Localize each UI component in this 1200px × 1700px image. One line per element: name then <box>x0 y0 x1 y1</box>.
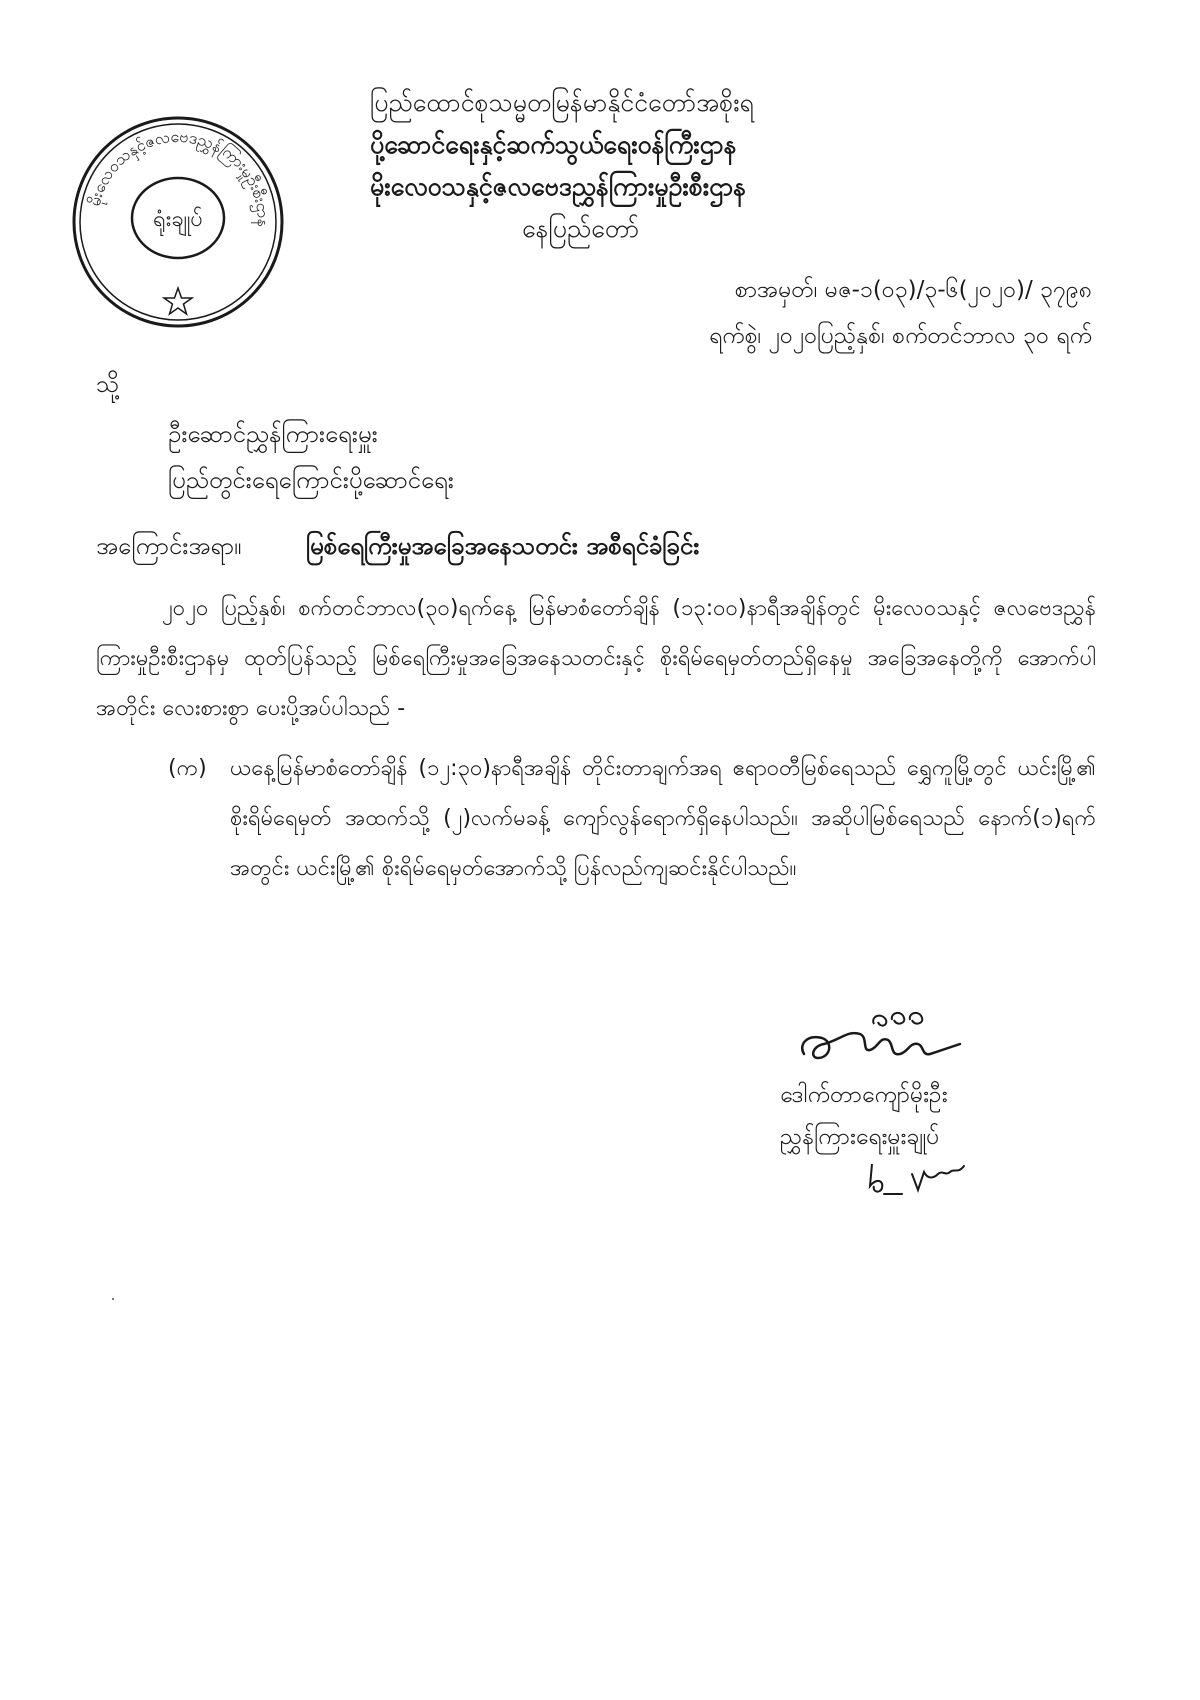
item-marker: (က) <box>168 756 207 781</box>
recipient-title: ဦးဆောင်ညွှန်ကြားရေးမှူး <box>168 420 378 448</box>
signer-title: ညွှန်ကြားရေးမှူးချုပ် <box>780 1124 940 1150</box>
body-paragraph: ၂၀၂၀ ပြည့်နှစ်၊ စက်တင်ဘာလ(၃၀)ရက်နေ့ မြန်မာစံတော်ချိန် (၁၃:၀၀)နာရီအချိန်တွင် မိုးလေဝသနှင့် ဇလဗေဒညွှန်ကြားမှုဦးစီးဌာနမှ ထုတ်ပြန်သည့် မြစ်ရေကြီးမှုအခြေအနေသတင်းနှင့် စိုးရိမ်ရေမှတ်တည်ရှိနေမှု အခြေအနေတို့ကို အောက်ပါအတိုင်း လေးစားစွာ ပေးပို့အပ်ပါသည် - <box>96 596 1096 721</box>
government-name: ပြည်ထောင်စုသမ္မတမြန်မာနိုင်ငံတော်အစိုးရ <box>370 88 754 117</box>
reference-number: စာအမှတ်၊ မဇ-၁(၀၃)/၃-၆(၂၀၂၀)/ ၃၇၉၈ <box>734 277 1092 303</box>
handwritten-signature <box>790 1000 970 1080</box>
scan-speck <box>112 1298 114 1300</box>
handwritten-initials <box>858 1150 978 1200</box>
recipient-department: ပြည်တွင်းရေကြောင်းပို့ဆောင်ရေး <box>168 466 454 494</box>
city-name: နေပြည်တော် <box>522 214 640 243</box>
seal-star-icon <box>164 288 192 314</box>
letterhead <box>370 82 930 250</box>
department-name: မိုးလေဝသနှင့်ဇလဗေဒညွှန်ကြားမှုဦးစီးဌာန <box>370 172 747 201</box>
subject-text: မြစ်ရေကြီးမှုအခြေအနေသတင်း အစီရင်ခံခြင်း <box>306 532 700 560</box>
signer-name: ဒေါက်တာကျော်မိုးဦး <box>780 1082 948 1108</box>
to-label: သို့ <box>96 370 120 398</box>
subject-label: အကြောင်းအရာ။ <box>96 532 242 560</box>
seal-ring-text: မိုးလေဝသနှင့်ဇလဗေဒညွှန်ကြားမှုဦးစီးဌာန <box>84 126 274 228</box>
seal-center-text: ရုံးချုပ် <box>153 207 203 232</box>
list-item <box>168 744 1096 894</box>
ministry-name: ပို့ဆောင်ရေးနှင့်ဆက်သွယ်ရေးဝန်ကြီးဌာန <box>370 130 737 159</box>
item-text: ယနေ့မြန်မာစံတော်ချိန် (၁၂:၃၀)နာရီအချိန် တိုင်းတာချက်အရ ဧရာဝတီမြစ်ရေသည် ရွှေကူမြို့တွင် ယင်းမြို့၏ စိုးရိမ်ရေမှတ် အထက်သို့ (၂)လက်မခန့် ကျော်လွန်ရောက်ရှိနေပါသည်။ အဆိုပါမြစ်ရေသည် နောက်(၁)ရက်အတွင်း ယင်းမြို့၏ စိုးရိမ်ရေမှတ်အောက်သို့ ပြန်လည်ကျဆင်းနိုင်ပါသည်။ <box>230 756 1096 881</box>
department-seal <box>68 112 288 332</box>
letter-date: ရက်စွဲ၊ ၂၀၂၀ပြည့်နှစ်၊ စက်တင်ဘာလ ၃၀ ရက် <box>708 323 1092 349</box>
